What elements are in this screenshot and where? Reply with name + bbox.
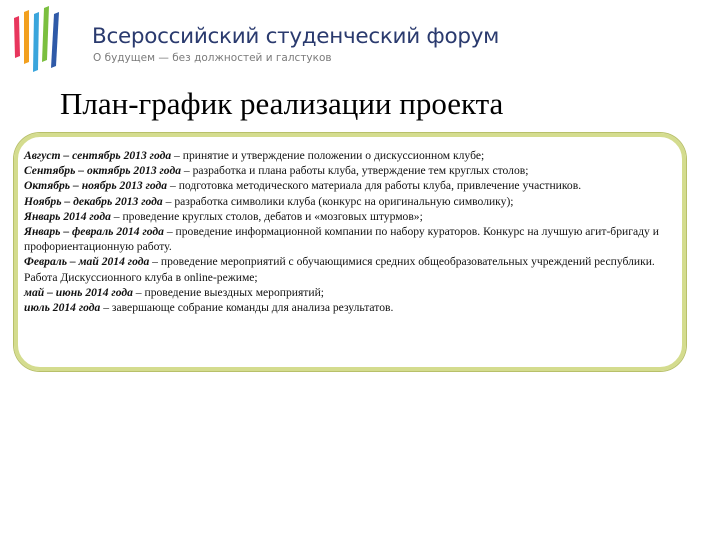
schedule-period: Ноябрь – декабрь 2013 года [24,194,163,208]
schedule-period: Январь – февраль 2014 года [24,225,164,239]
schedule-text: – проведение информационной компании по набору кураторов. Конкурс на лучшую агит-бригаду и профориентационную работу. [24,225,659,254]
slide-title: План-график реализации проекта [60,86,504,121]
schedule-item [24,163,664,178]
schedule-period: Сентябрь – октябрь 2013 года [24,164,181,178]
schedule-item [24,300,664,315]
schedule-text: – проведение круглых столов, дебатов и «мозговых штурмов»; [110,209,423,223]
schedule-text: – принятие и утверждение положении о дискуссионном клубе; [171,149,485,162]
schedule-period: Август – сентябрь 2013 года [24,149,172,162]
schedule-text: – проведение мероприятий с обучающимися средних общеобразовательных учреждений республики. Работа Дискуссионного клуба в online-режиме; [24,255,655,284]
schedule-period: Февраль – май 2014 года [24,255,150,269]
schedule-item [24,194,664,209]
schedule-period: май – июнь 2014 года [24,285,133,299]
brand-subtitle: О будущем — без должностей и галстуков [93,52,332,64]
schedule-text: – завершающе собрание команды для анализа результатов. [100,301,394,315]
schedule-text: – разработка и плана работы клуба, утверждение тем круглых столов; [181,164,529,178]
colored-stripes-logo-icon [10,4,68,78]
schedule-item [24,178,664,193]
schedule-item [24,209,664,224]
brand-title: Всероссийский студенческий форум [92,24,500,49]
schedule-item [24,254,664,284]
schedule-period: Октябрь – ноябрь 2013 года [24,179,168,193]
schedule-item [24,224,664,254]
schedule-item [24,285,664,300]
schedule-text: – разработка символики клуба (конкурс на оригинальную символику); [162,194,514,208]
schedule-text: – подготовка методического материала для работы клуба, привлечение участников. [167,179,582,193]
schedule-list [24,148,664,315]
schedule-period: июль 2014 года [24,301,101,315]
schedule-text: – проведение выездных мероприятий; [132,285,325,299]
schedule-item [24,148,664,163]
schedule-period: Январь 2014 года [24,209,111,223]
